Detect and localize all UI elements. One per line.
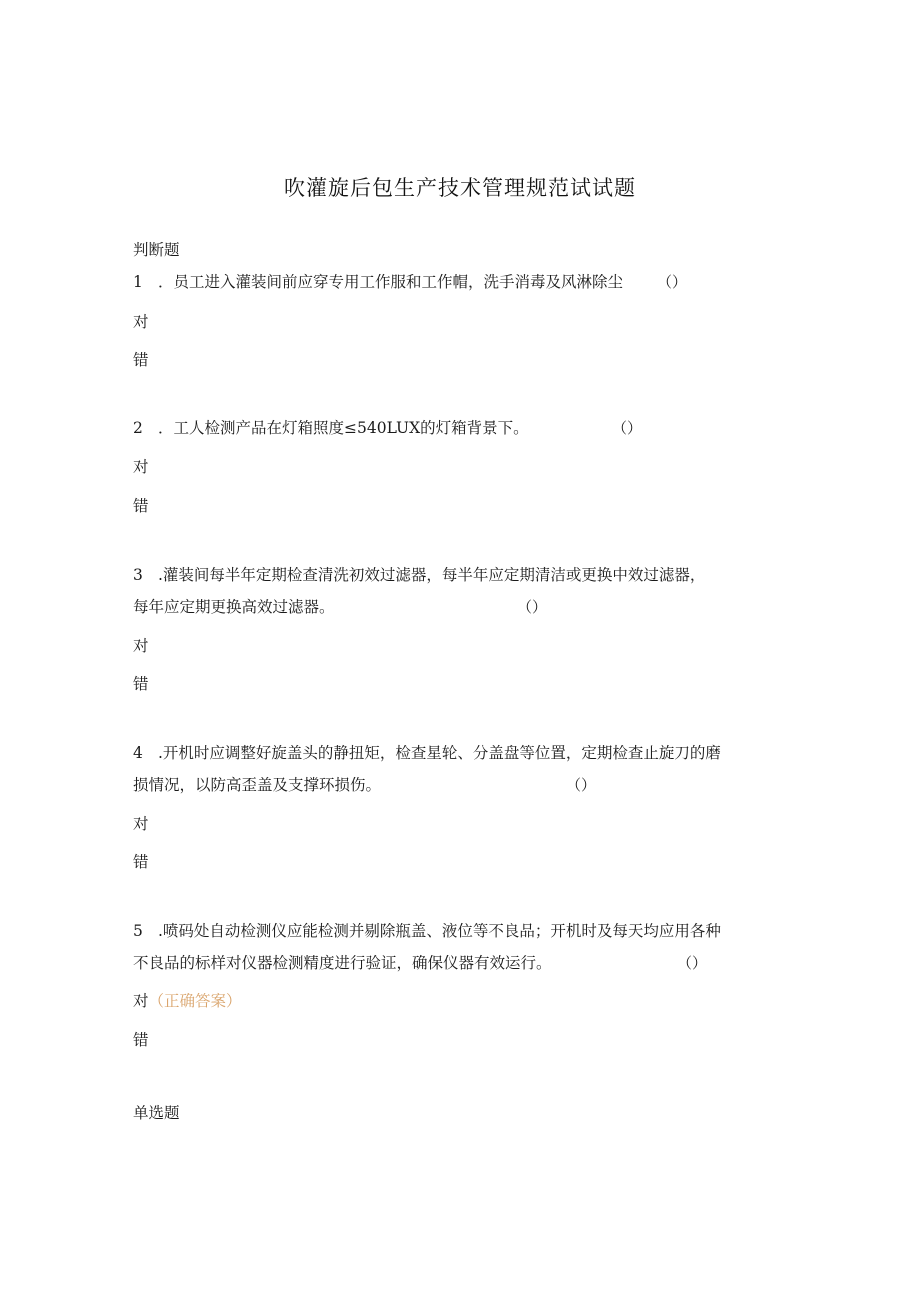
question-2-answer-blank: （） [612,419,643,437]
question-2-number: 2 [133,419,143,437]
question-4-text-line-1: .开机时应调整好旋盖头的静扭矩，检查星轮、分盖盘等位置，定期检查止旋刀的磨 [158,744,721,762]
question-1-text: ．员工进入灌装间前应穿专用工作服和工作帽，洗手消毒及风淋除尘 [158,273,624,291]
question-2-option-true[interactable]: 对 [133,458,149,476]
section-label-true-false: 判断题 [133,241,180,259]
question-5-number: 5 [133,922,143,940]
question-1-number: 1 [133,273,143,291]
question-1-option-false[interactable]: 错 [133,351,149,369]
question-4-text-line-2: 损情况，以防高歪盖及支撑环损伤。 [133,776,382,794]
question-5-answer-blank: （） [677,954,708,972]
question-5-text-line-1: .喷码处自动检测仪应能检测并剔除瓶盖、液位等不良品；开机时及每天均应用各种 [158,922,721,940]
question-3-option-true[interactable]: 对 [133,637,149,655]
question-4-option-true[interactable]: 对 [133,815,149,833]
question-3-text-line-2: 每年应定期更换高效过滤器。 [133,598,335,616]
question-2-text: ．工人检测产品在灯箱照度≤540LUX的灯箱背景下。 [158,419,529,437]
question-3-answer-blank: （） [517,598,548,616]
question-5-text-line-2: 不良品的标样对仪器检测精度进行验证，确保仪器有效运行。 [133,954,552,972]
question-1-option-true[interactable]: 对 [133,313,149,331]
question-4-answer-blank: （） [566,776,597,794]
correct-answer-note: （正确答案） [148,992,242,1010]
question-5-option-true-label: 对 [133,992,149,1010]
question-1-answer-blank: （） [657,273,688,291]
question-4-number: 4 [133,744,143,762]
question-4-option-false[interactable]: 错 [133,853,149,871]
section-label-single-choice: 单选题 [133,1104,180,1122]
question-5-option-false[interactable]: 错 [133,1031,149,1049]
question-2-option-false[interactable]: 错 [133,497,149,515]
question-3-text-line-1: .灌装间每半年定期检查清洗初效过滤器，每半年应定期清洁或更换中效过滤器， [158,566,706,584]
question-3-option-false[interactable]: 错 [133,675,149,693]
question-5-option-true[interactable] [133,991,242,1011]
page-title: 吹灌旋后包生产技术管理规范试试题 [284,176,636,200]
question-3-number: 3 [133,566,143,584]
